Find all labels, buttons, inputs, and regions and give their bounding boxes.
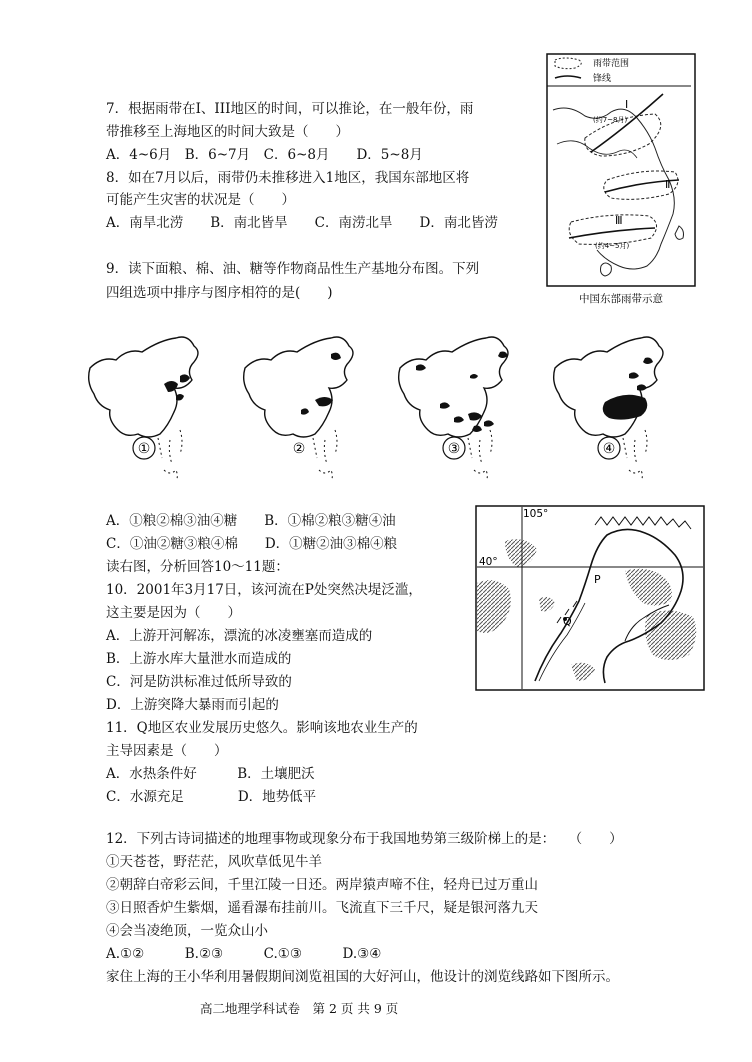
q10-line2: 这主要是因为（ ） <box>106 605 241 621</box>
intro-10-11: 读右图，分析回答10～11题： <box>106 559 289 575</box>
q10-option-d: D．上游突降大暴雨而引起的 <box>106 697 279 713</box>
q9-options-cd: C．①油②糖③粮④棉 D．①糖②油③棉④粮 <box>106 536 398 552</box>
q10-option-b: B．上游水库大量泄水而造成的 <box>106 651 292 667</box>
river-map-q-label: Q <box>563 615 572 628</box>
q11-options-cd: C．水源充足 D．地势低平 <box>106 789 317 805</box>
q8-line1: 8．如在7月以后，雨带仍未推移进入1地区，我国东部地区将 <box>106 170 470 186</box>
q12-poem-1: ①天苍苍，野茫茫，风吹草低见牛羊 <box>106 854 322 870</box>
q12-poem-4: ④会当凌绝顶，一览众山小 <box>106 923 268 939</box>
q12-options: A.①② B.②③ C.①③ D.③④ <box>106 946 382 962</box>
closing-text: 家住上海的王小华利用暑假期间浏览祖国的大好河山，他设计的浏览线路如下图所示。 <box>106 969 619 985</box>
rain-belt-map <box>545 52 697 306</box>
q11-line1: 11．Q地区农业发展历史悠久。影响该地农业生产的 <box>106 720 418 736</box>
river-map-lat-label: 40° <box>479 556 498 568</box>
crop-map-2-label: ② <box>292 441 306 457</box>
q9-line1: 9．读下面粮、棉、油、糖等作物商品性生产基地分布图。下列 <box>106 261 480 277</box>
legend-front-label: 锋线 <box>593 74 612 84</box>
q12-poem-2: ②朝辞白帝彩云间，千里江陵一日还。两岸猿声啼不住，轻舟已过万重山 <box>106 877 538 893</box>
rain-region-2-label: Ⅱ <box>665 178 671 191</box>
rain-region-3-time: (约4~5月) <box>595 242 630 250</box>
crop-map-4-label: ④ <box>602 441 616 457</box>
rain-map-caption: 中国东部雨带示意 <box>579 293 663 305</box>
crop-map-1 <box>89 337 198 480</box>
q12-poem-3: ③日照香炉生紫烟，遥看瀑布挂前川。飞流直下三千尺，疑是银河落九天 <box>106 900 538 916</box>
page-footer: 高二地理学科试卷 第 2 页 共 9 页 <box>200 1001 399 1016</box>
q10-option-a: A．上游开河解冻，漂流的冰凌壅塞而造成的 <box>106 628 373 644</box>
crop-map-2 <box>244 337 353 480</box>
q7-line1: 7．根据雨带在Ⅰ、III地区的时间，可以推论，在一般年份，雨 <box>106 101 474 117</box>
river-map <box>475 505 705 691</box>
q10-option-c: C．河是防洪标准过低所导致的 <box>106 674 292 690</box>
crop-map-4 <box>554 337 663 480</box>
q8-line2: 可能产生灾害的状况是（ ） <box>106 192 295 208</box>
q7-line2: 带推移至上海地区的时间大致是（ ） <box>106 124 349 140</box>
rain-region-3-label: Ⅲ <box>615 214 623 227</box>
crop-map-1-label: ① <box>137 441 151 457</box>
q7-options: A．4~6月 B．6~7月 C．6~8月 D．5~8月 <box>106 147 423 163</box>
crop-base-maps <box>80 320 710 480</box>
q9-options-ab: A．①粮②棉③油④糖 B．①棉②粮③糖④油 <box>106 513 396 529</box>
river-map-lon-label: 105° <box>523 508 549 520</box>
crop-map-3 <box>399 337 508 480</box>
rain-region-1-label: I <box>625 98 629 111</box>
river-map-p-label: P <box>594 573 601 586</box>
q9-line2: 四组选项中排序与图序相符的是( ) <box>106 285 333 301</box>
q11-line2: 主导因素是（ ） <box>106 743 228 759</box>
q8-options: A．南旱北涝 B．南北皆旱 C．南涝北旱 D．南北皆涝 <box>106 215 498 231</box>
legend-rain-label: 雨带范围 <box>593 59 630 69</box>
crop-map-3-label: ③ <box>447 441 461 457</box>
q11-options-ab: A．水热条件好 B．土壤肥沃 <box>106 766 315 782</box>
q12-stem: 12．下列古诗词描述的地理事物或现象分布于我国地势第三级阶梯上的是： （ ） <box>106 831 623 847</box>
q10-line1: 10．2001年3月17日，该河流在P处突然决堤泛滥， <box>106 582 422 598</box>
rain-region-1-time: (约7~8月) <box>593 116 628 124</box>
